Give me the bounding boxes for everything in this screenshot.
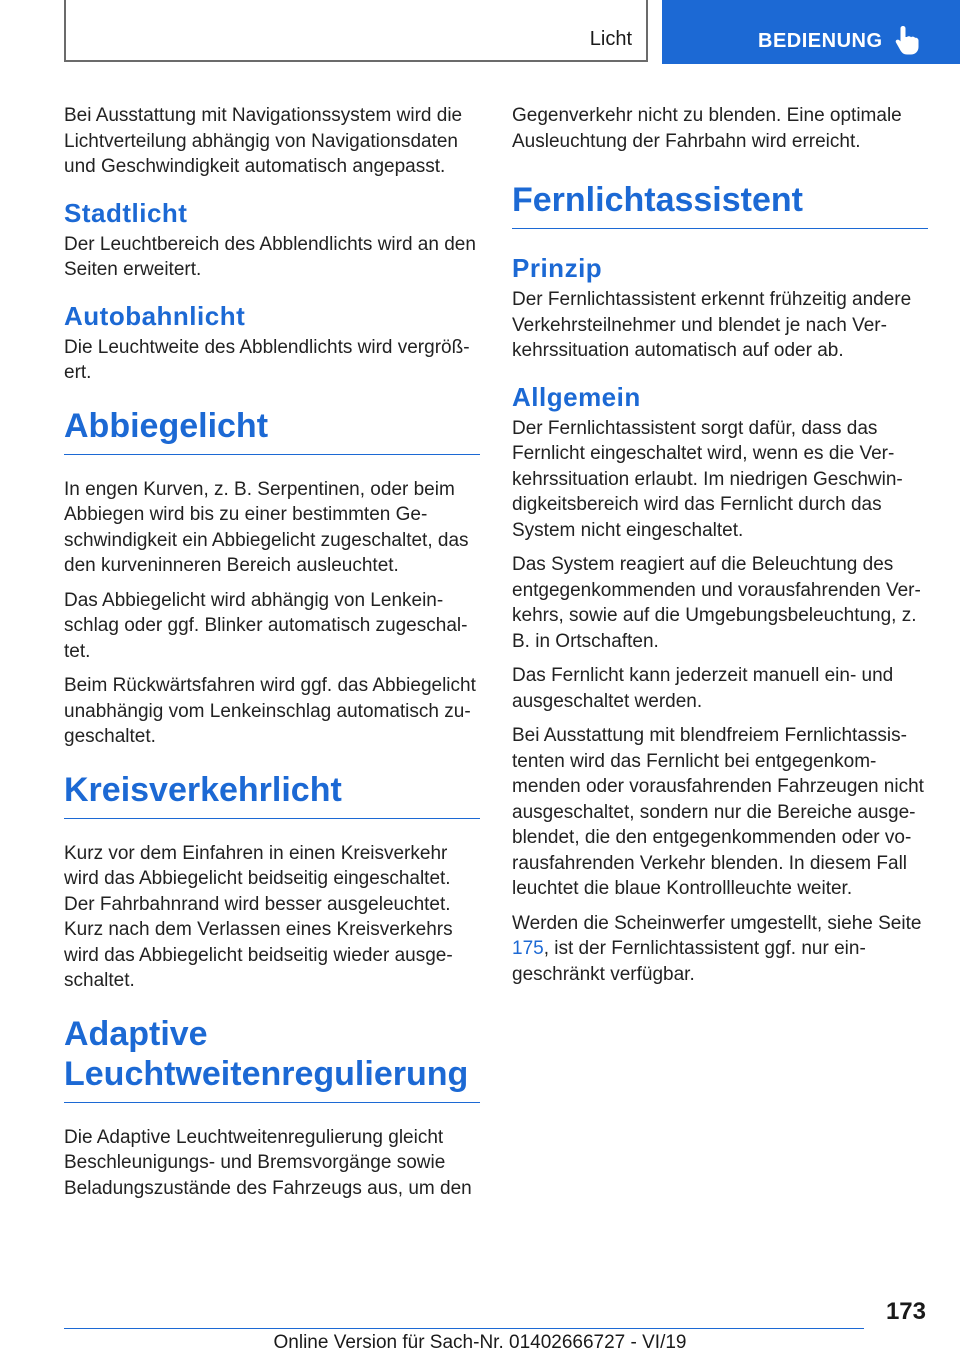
paragraph-abbiegelicht-2: Das Abbiegelicht wird abhängig von Lenkeinschlag oder ggf. Blinker automatisch zugeschaltet.	[64, 589, 468, 662]
paragraph-allgemein-1: Der Fernlichtassistent sorgt dafür, dass das Fernlicht eingeschaltet wird, wenn es die Verkehrssituation erlaubt. Im niedrigen Geschwindigkeitsbereich wird das Fernlicht durch das System nicht eingeschaltet.	[512, 417, 903, 541]
heading-kreisverkehrlicht: Kreisverkehrlicht	[64, 770, 480, 819]
footer-divider	[64, 1328, 864, 1329]
page-number: 173	[885, 1298, 926, 1325]
paragraph-autobahnlicht: Die Leuchtweite des Abblendlichts wird vergrößert.	[64, 336, 470, 383]
paragraph-continuation: Gegenverkehr nicht zu blenden. Eine optimale Ausleuchtung der Fahrbahn wird erreicht.	[512, 105, 902, 152]
pointing-hand-icon	[894, 24, 920, 56]
page-link-175[interactable]: 175	[512, 938, 544, 959]
paragraph-allgemein-2: Das System reagiert auf die Beleuchtung des entgegenkommenden und vorausfahrenden Verkehrs, sowie auf die Umgebungsbeleuchtung, z. B. in Ortschaften.	[512, 554, 921, 652]
chapter-label: BEDIENUNG	[758, 30, 883, 52]
heading-prinzip: Prinzip	[512, 253, 603, 283]
paragraph-adaptive: Die Adaptive Leuchtweitenregulierung gleicht Beschleunigungs- und Bremsvorgänge sowie Beladungszustände des Fahrzeugs aus, um den	[64, 1126, 472, 1199]
header-chapter-tab[interactable]	[662, 0, 960, 64]
paragraph-allgemein-5	[512, 911, 928, 988]
header-section-title: Licht	[589, 28, 632, 50]
heading-allgemein: Allgemein	[512, 381, 641, 412]
paragraph-kreisverkehrlicht: Kurz vor dem Einfahren in einen Kreisverkehr wird das Abbiegelicht beidseitig eingeschaltet. Der Fahrbahnrand wird besser ausgeleuchtet. Kurz nach dem Verlassen eines Kreisverkehrs wird das Abbiegelicht beidseitig wieder ausgeschaltet.	[64, 842, 453, 991]
intro-paragraph: Bei Ausstattung mit Navigationssystem wird die Lichtverteilung abhängig von Navigationsdaten und Geschwindigkeit automatisch angepasst.	[64, 105, 463, 177]
heading-stadtlicht: Stadtlicht	[64, 197, 188, 228]
heading-autobahnlicht: Autobahnlicht	[64, 300, 246, 331]
left-column	[64, 103, 480, 1210]
paragraph-prinzip: Der Fernlichtassistent erkennt frühzeitig andere Verkehrsteilnehmer und blendet je nach Verkehrssituation automatisch auf oder ab.	[512, 289, 912, 361]
paragraph-allgemein-5-end: , ist der Fernlichtassistent ggf. nur eingeschränkt verfügbar.	[512, 938, 866, 985]
paragraph-allgemein-5-start: Werden die Scheinwerfer umgestellt, siehe Seite	[512, 912, 922, 934]
heading-fernlichtassistent: Fernlichtassistent	[512, 180, 928, 229]
paragraph-allgemein-3: Das Fernlicht kann jederzeit manuell ein- und ausgeschaltet werden.	[512, 665, 894, 712]
paragraph-stadtlicht: Der Leuchtbereich des Abblendlichts wird an den Seiten erweitert.	[64, 233, 476, 280]
heading-adaptive-leuchtweitenregulierung: Adaptive Leuchtweitenregulierung	[64, 1014, 480, 1103]
header-section-box	[64, 0, 648, 62]
footer-version-text: Online Version für Sach-Nr. 01402666727 - VI/19	[273, 1332, 687, 1353]
heading-abbiegelicht: Abbiegelicht	[64, 406, 480, 455]
right-column	[512, 103, 928, 996]
paragraph-abbiegelicht-1: In engen Kurven, z. B. Serpentinen, oder beim Abbiegen wird bis zu einer bestimmten Geschwindigkeit ein Abbiegelicht zugeschaltet, das den kurveninneren Bereich ausleuchtet.	[64, 478, 469, 576]
paragraph-abbiegelicht-3: Beim Rückwärtsfahren wird ggf. das Abbiegelicht unabhängig vom Lenkeinschlag automatisch zugeschaltet.	[64, 675, 476, 747]
paragraph-allgemein-4: Bei Ausstattung mit blendfreiem Fernlichtassistenten wird das Fernlicht bei entgegenkommenden oder vorausfahrenden Fahrzeugen nicht ausgeschaltet, sondern nur die Bereiche ausgeblendet, die den entgegenkommenden oder vorausfahrenden Verkehr blenden. In diesem Fall leuchtet die blaue Kontrollleuchte weiter.	[512, 725, 924, 899]
